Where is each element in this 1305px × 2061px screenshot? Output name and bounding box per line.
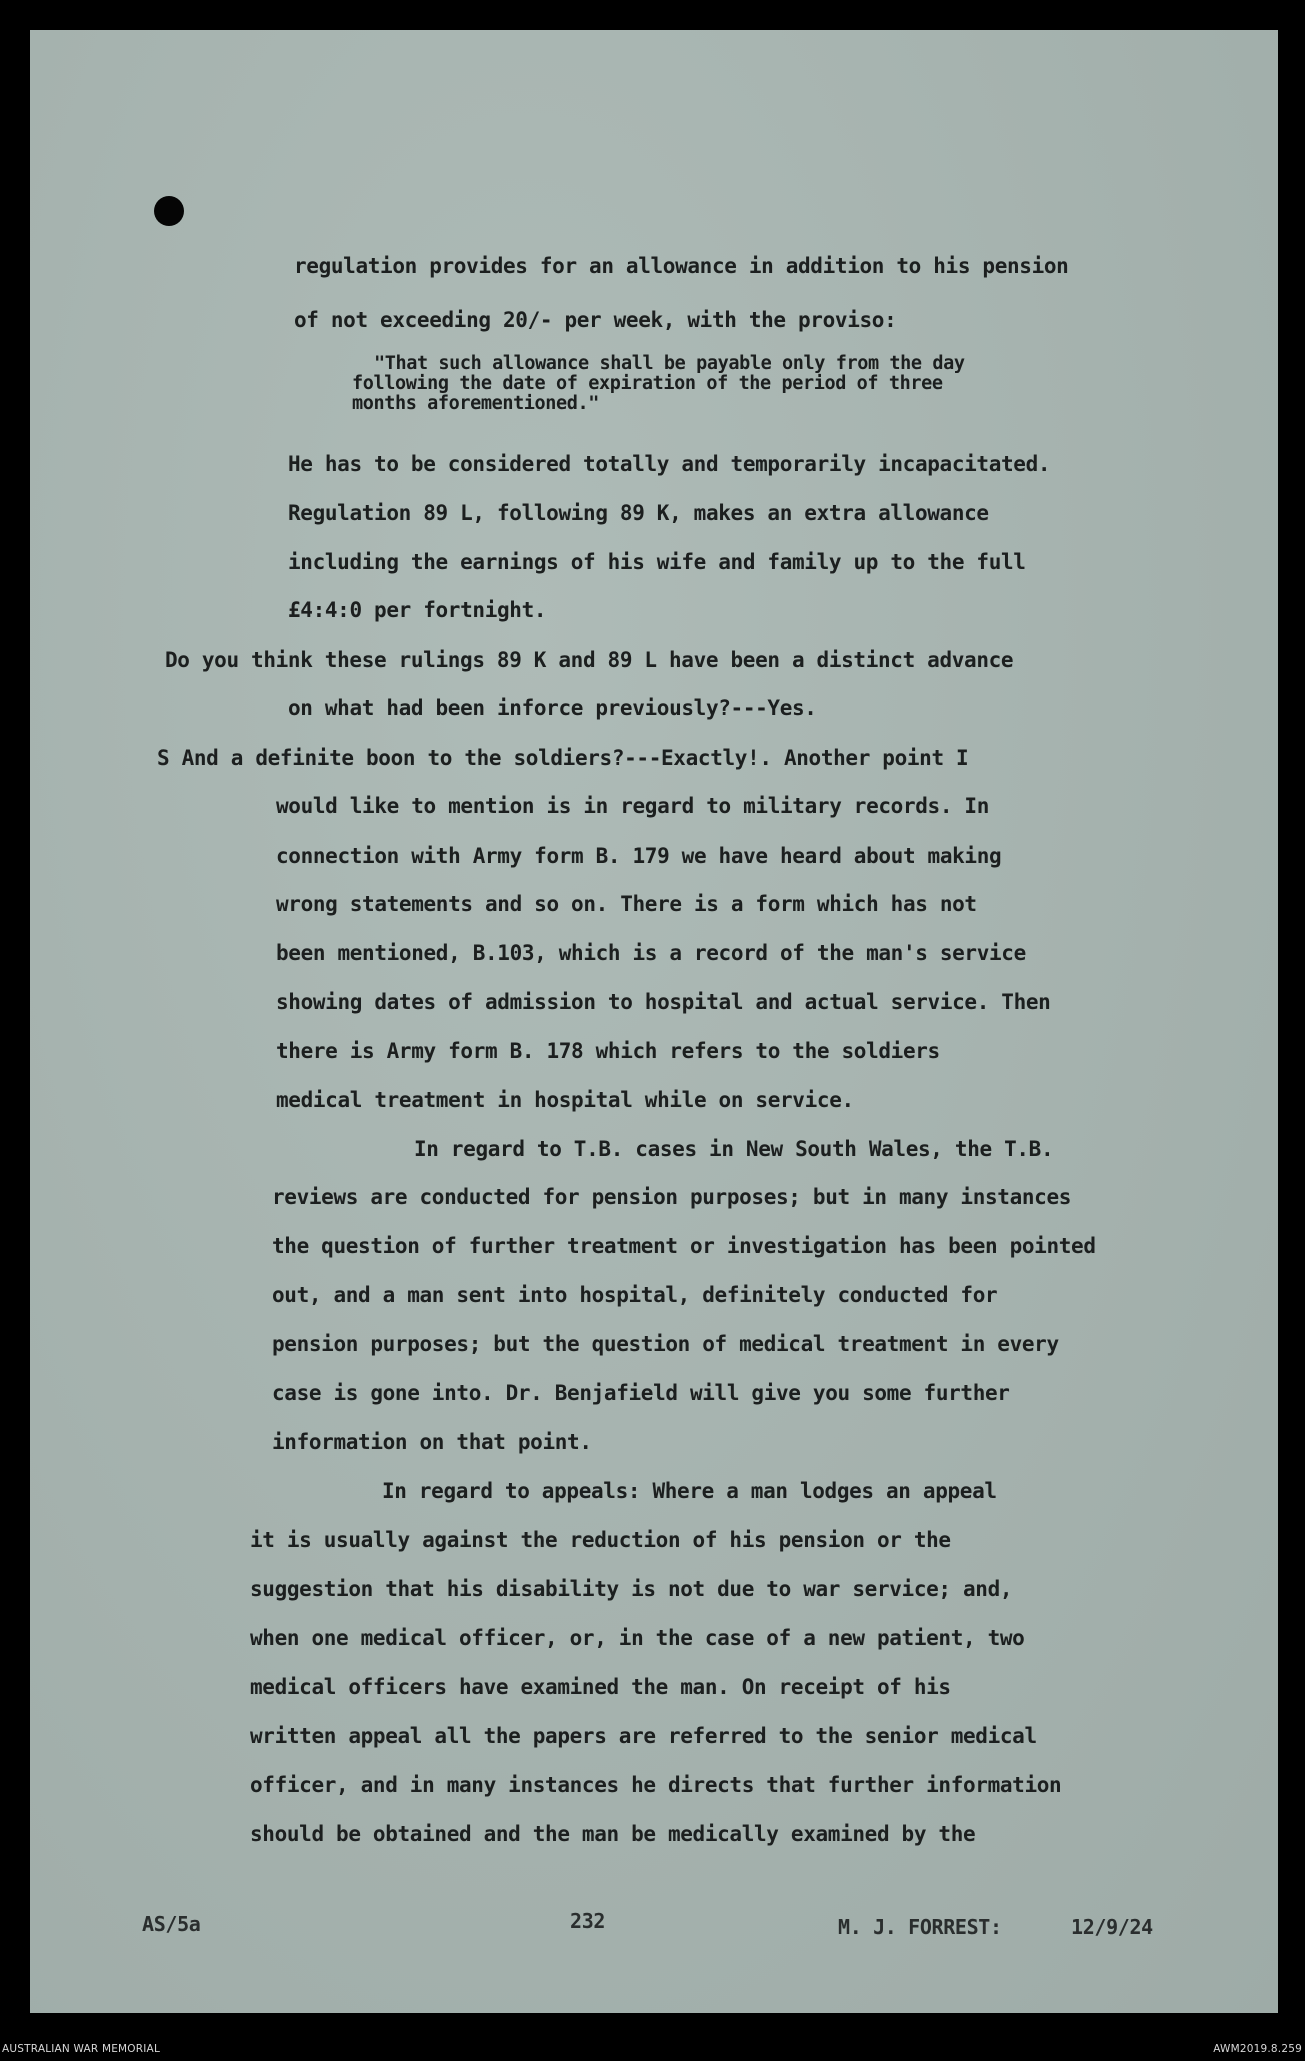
text-line: connection with Army form B. 179 we have heard about making (276, 844, 1002, 868)
text-line: written appeal all the papers are referred to the senior medical (250, 1724, 1037, 1748)
text-line: information on that point. (272, 1430, 592, 1454)
text-line: He has to be considered totally and temporarily incapacitated. (288, 452, 1051, 476)
archive-reference: AWM2019.8.259 (1213, 2043, 1302, 2055)
text-line: wrong statements and so on. There is a form which has not (276, 892, 977, 916)
text-line: should be obtained and the man be medically examined by the (250, 1822, 976, 1846)
text-line: would like to mention is in regard to military records. In (276, 794, 989, 818)
text-line: In regard to T.B. cases in New South Wales, the T.B. (414, 1137, 1054, 1161)
text-line: on what had been inforce previously?---Yes. (288, 696, 817, 720)
text-line: the question of further treatment or investigation has been pointed (272, 1234, 1096, 1258)
text-line: regulation provides for an allowance in addition to his pension (294, 254, 1069, 278)
text-line: officer, and in many instances he directs that further information (250, 1773, 1062, 1797)
question-line: Do you think these rulings 89 K and 89 L have been a distinct advance (165, 648, 1014, 672)
footer-page-number: 232 (570, 1909, 606, 1933)
text-line: been mentioned, B.103, which is a record of the man's service (276, 941, 1026, 965)
text-line: £4:4:0 per fortnight. (288, 598, 547, 622)
footer-ref: AS/5a (142, 1912, 201, 1936)
text-line: pension purposes; but the question of medical treatment in every (272, 1332, 1059, 1356)
text-line: there is Army form B. 178 which refers to the soldiers (276, 1039, 940, 1063)
quote-line: following the date of expiration of the period of three (352, 373, 943, 394)
text-line: Regulation 89 L, following 89 K, makes an extra allowance (288, 501, 989, 525)
document-page (30, 30, 1278, 2013)
footer-date: 12/9/24 (1071, 1915, 1153, 1939)
punch-hole (154, 196, 184, 226)
text-line: showing dates of admission to hospital and actual service. Then (276, 990, 1051, 1014)
text-line: it is usually against the reduction of his pension or the (250, 1528, 951, 1552)
text-line: medical officers have examined the man. On receipt of his (250, 1675, 951, 1699)
quote-line: months aforementioned." (352, 393, 599, 414)
footer-witness: M. J. FORREST: (838, 1915, 1002, 1939)
quote-line: "That such allowance shall be payable only from the day (374, 353, 965, 374)
question-line: S And a definite boon to the soldiers?---Exactly!. Another point I (157, 746, 969, 770)
text-line: case is gone into. Dr. Benjafield will give you some further (272, 1381, 1010, 1405)
text-line: suggestion that his disability is not due to war service; and, (250, 1577, 1013, 1601)
text-line: of not exceeding 20/- per week, with the proviso: (294, 308, 897, 332)
text-line: reviews are conducted for pension purposes; but in many instances (272, 1185, 1072, 1209)
text-line: including the earnings of his wife and family up to the full (288, 550, 1026, 574)
archive-credit: AUSTRALIAN WAR MEMORIAL (2, 2043, 160, 2055)
text-line: out, and a man sent into hospital, definitely conducted for (272, 1283, 998, 1307)
text-line: when one medical officer, or, in the case of a new patient, two (250, 1626, 1025, 1650)
text-line: In regard to appeals: Where a man lodges an appeal (382, 1479, 997, 1503)
text-line: medical treatment in hospital while on service. (276, 1088, 854, 1112)
